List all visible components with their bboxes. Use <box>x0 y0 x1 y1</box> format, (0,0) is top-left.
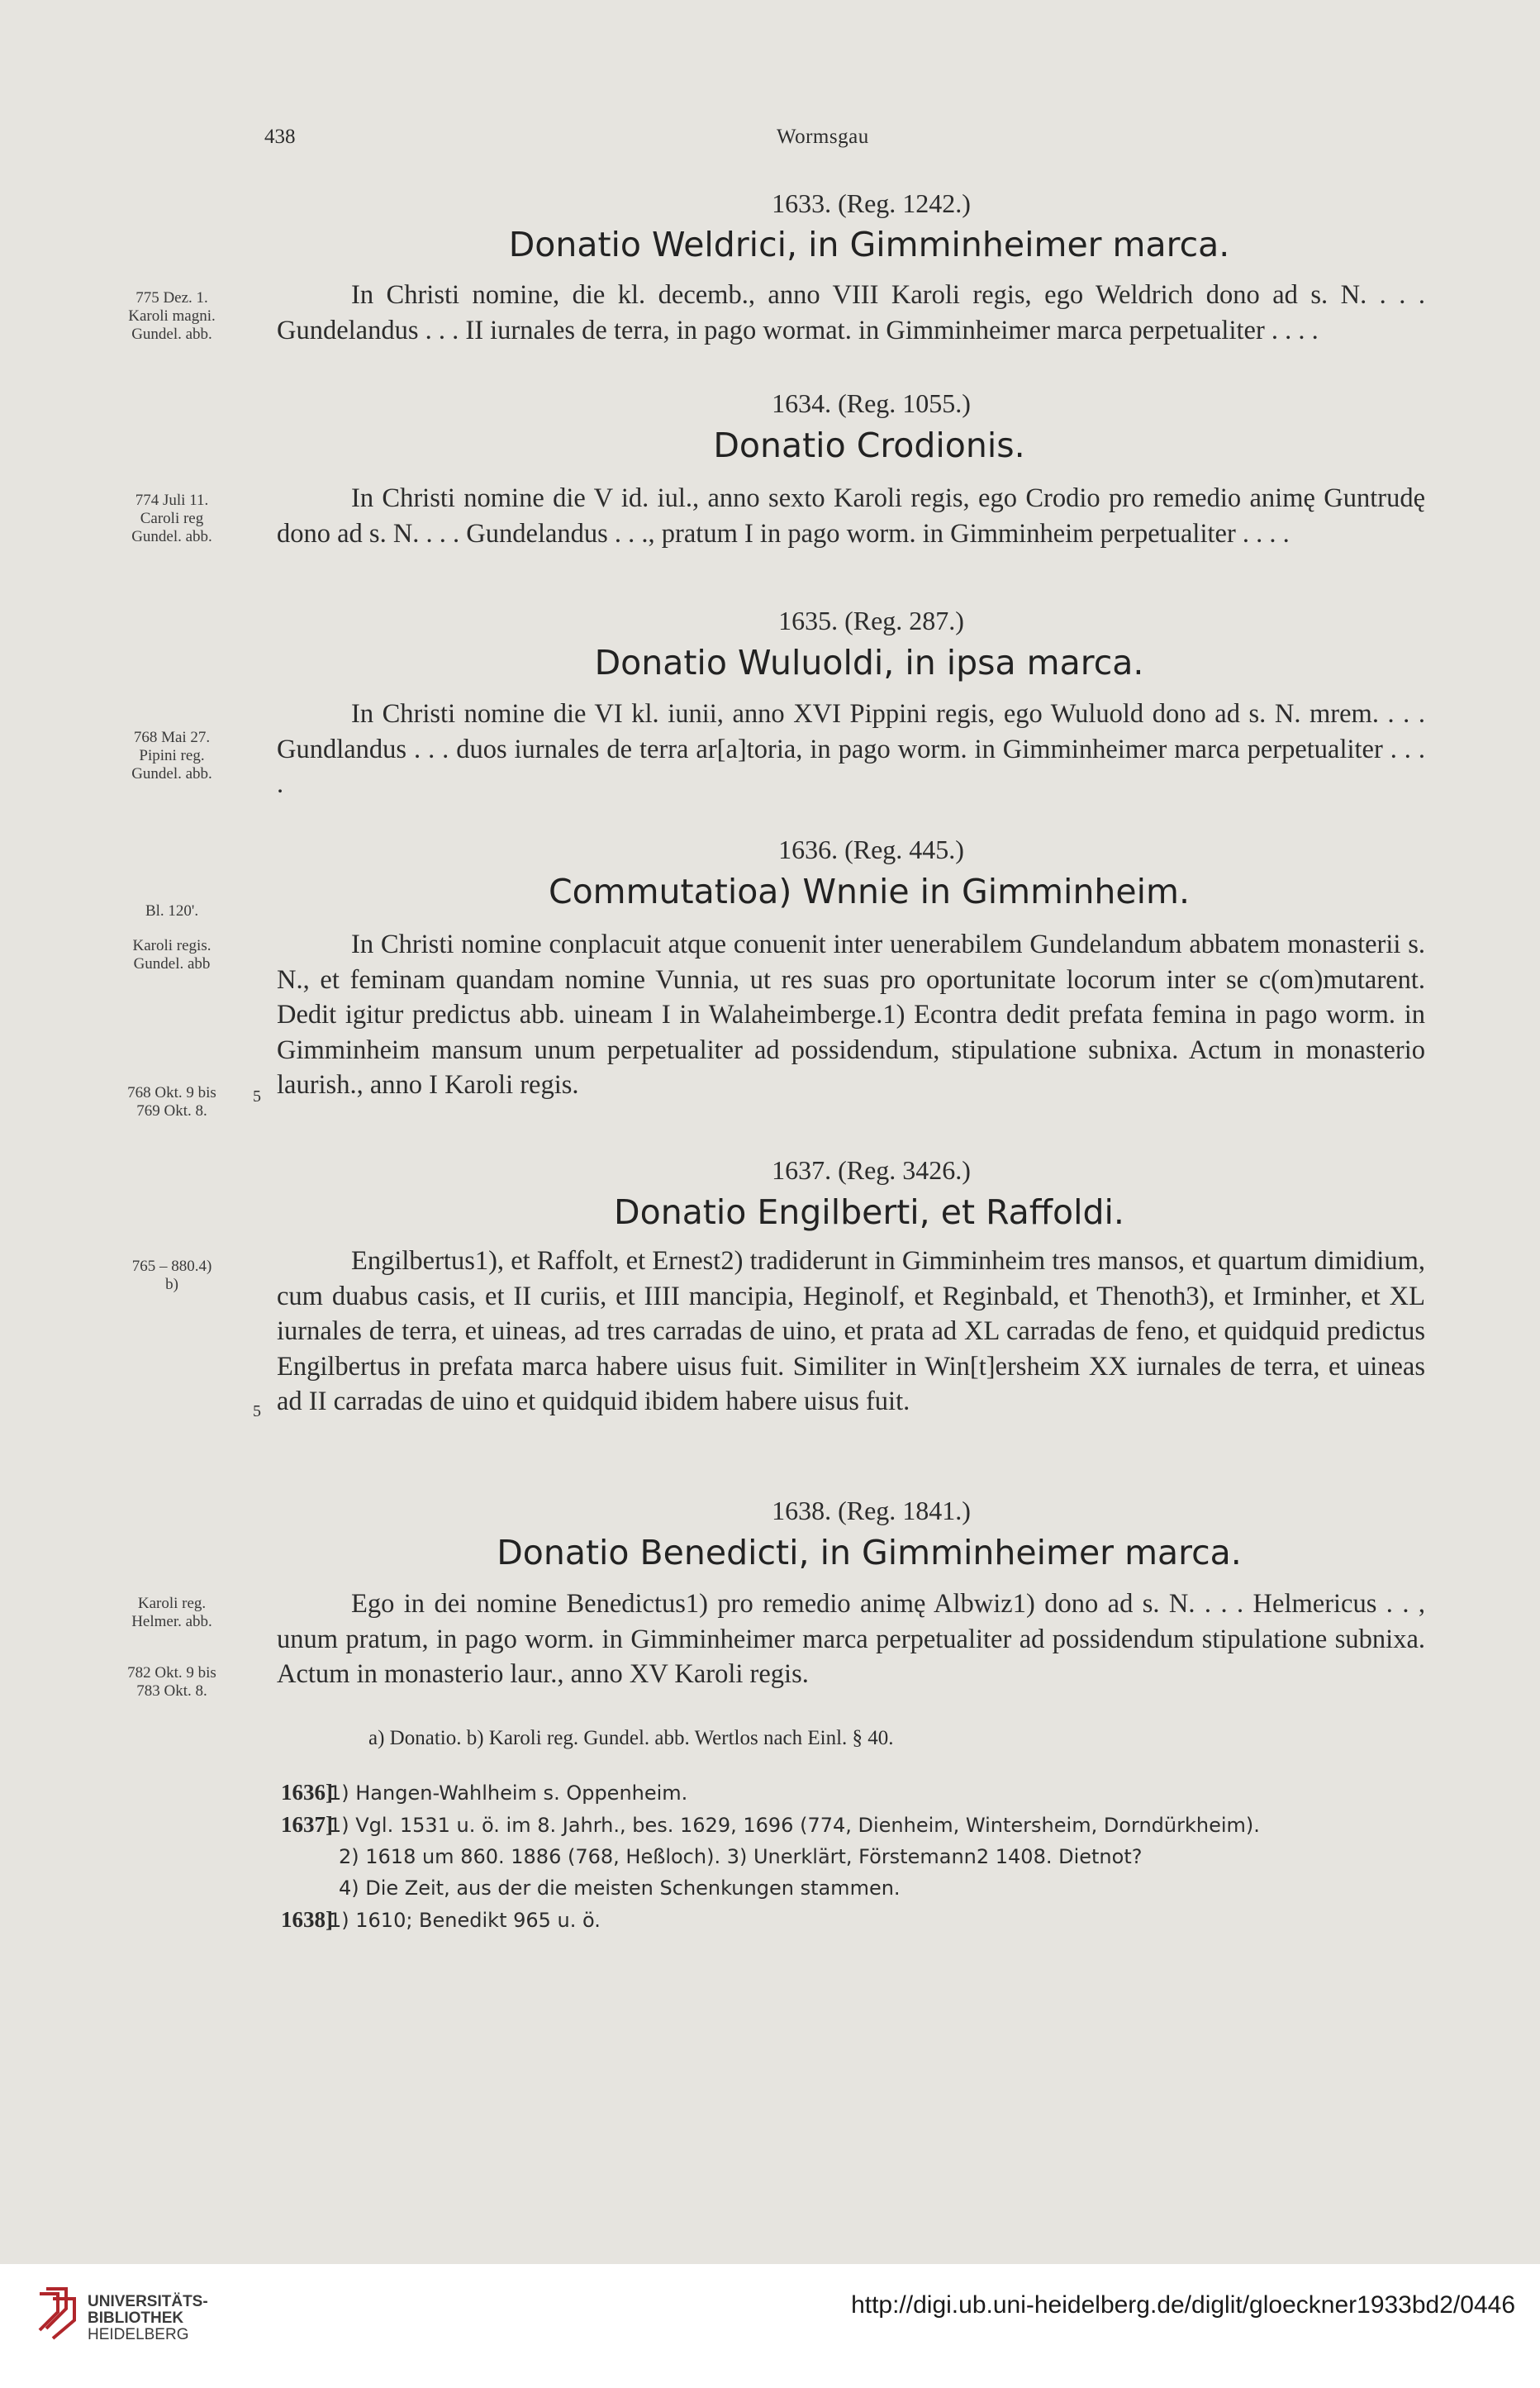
charter-number: 1634. (Reg. 1055.) <box>772 388 971 418</box>
margin-note: 768 Mai 27. Pipini reg. Gundel. abb. <box>131 729 212 783</box>
charter-title: Donatio Weldrici, in Gimminheimer marca. <box>508 225 1230 264</box>
charter-text: Ego in dei nomine Benedictus1) pro remedio animę Albwiz1) dono ad s. N. . . . Helmericus . . , unum pratum, in pago worm. in Gimminheimer marca perpetualiter ad possidendum stipulatione subnixa. Actum in monasterio laur., anno XV Karoli regis. <box>277 1589 1425 1689</box>
margin-note: 774 Juli 11. Caroli reg Gundel. abb. <box>131 492 212 545</box>
library-name: UNIVERSITÄTS- BIBLIOTHEK HEIDELBERG <box>88 2293 208 2343</box>
margin-date: 768 Okt. 9 bis 769 Okt. 8. <box>127 1084 216 1120</box>
charter-title: Donatio Benedicti, in Gimminheimer marca. <box>497 1533 1242 1572</box>
page-number: 438 <box>264 126 296 148</box>
running-head: Wormsgau <box>777 126 869 148</box>
note-row: 1638]1) 1610; Benedikt 965 u. ö. <box>281 1907 601 1932</box>
margin-note: 775 Dez. 1. Karoli magni. Gundel. abb. <box>128 289 216 343</box>
margin-date: 782 Okt. 9 bis 783 Okt. 8. <box>127 1664 216 1700</box>
note-row: 2) 1618 um 860. 1886 (768, Heßloch). 3) Unerklärt, Förstemann2 1408. Dietnot? <box>339 1845 1143 1868</box>
viewer-footer <box>0 2264 1540 2388</box>
critical-footnotes: a) Donatio. b) Karoli reg. Gundel. abb. Wertlos nach Einl. § 40. <box>368 1727 894 1749</box>
charter-text: In Christi nomine, die kl. decemb., anno VIII Karoli regis, ego Weldrich dono ad s. N. . . . Gundelandus . . . II iurnales de terra, in pago wormat. in Gimminheimer marca perpetualiter . . . . <box>277 280 1425 345</box>
charter-number: 1637. (Reg. 3426.) <box>772 1155 971 1185</box>
charter-title: Donatio Wuluoldi, in ipsa marca. <box>594 643 1144 683</box>
charter-text: Engilbertus1), et Raffolt, et Ernest2) tradiderunt in Gimminheim tres mansos, et quartum dimidium, cum duabus casis, et II curiis, et IIII mancipia, Heginolf, et Reginbald, et Thenoth3), et Irminher, et XL iurnales de terra, et uineas, ad tres carradas de uino, et prata ad XL carradas de feno, et quidquid predictus Engilbertus in prefata marca habere uisus fuit. Similiter in Win[t]ersheim XX iurnales de terra, et uineas ad II carradas de uino et quidquid ibidem habere uisus fuit. <box>277 1246 1425 1416</box>
charter-number: 1633. (Reg. 1242.) <box>772 188 971 218</box>
charter-number: 1636. (Reg. 445.) <box>778 835 964 864</box>
charter-text: In Christi nomine die VI kl. iunii, anno XVI Pippini regis, ego Wuluold dono ad s. N. mrem. . . . Gundlandus . . . duos iurnales de terra ar[a]toria, in pago worm. in Gimminheimer marca perpetualiter . . . . <box>277 699 1425 799</box>
margin-note: Bl. 120'. Karoli regis. Gundel. abb <box>132 902 212 973</box>
charter-number: 1638. (Reg. 1841.) <box>772 1496 971 1525</box>
note-row: 4) Die Zeit, aus der die meisten Schenkungen stammen. <box>339 1877 901 1900</box>
charter-title: Donatio Engilberti, et Raffoldi. <box>614 1192 1124 1232</box>
permalink-url[interactable]: http://digi.ub.uni-heidelberg.de/diglit/gloeckner1933bd2/0446 <box>851 2291 1515 2319</box>
ub-heidelberg-logo-icon <box>33 2287 81 2340</box>
charter-title: Commutatioa) Wnnie in Gimminheim. <box>548 872 1191 911</box>
charter-number: 1635. (Reg. 287.) <box>778 606 964 635</box>
charter-text: In Christi nomine conplacuit atque conuenit inter uenerabilem Gundelandum abbatem monasterii s. N., et feminam quandam nomine Vunnia, ut res suas pro oportunitate locorum inter se c(om)mutarent. Dedit igitur predictus abb. uineam I in Walaheimberge.1) Econtra dedit prefata femina in pago worm. in Gimminheim mansum unum perpetualiter ad possidendum, stipulatione subnixa. Actum in monasterio laurish., anno I Karoli regis. <box>277 930 1425 1100</box>
margin-note: Karoli reg. Helmer. abb. <box>131 1595 212 1630</box>
charter-text: In Christi nomine die V id. iul., anno sexto Karoli regis, ego Crodio pro remedio animę Guntrudę dono ad s. N. . . . Gundelandus . . ., pratum I in pago worm. in Gimminheim perpetualiter . . . . <box>277 483 1425 549</box>
line-number: 5 <box>253 1087 261 1106</box>
charter-title: Donatio Crodionis. <box>713 426 1025 465</box>
note-row: 1636]1) Hangen-Wahlheim s. Oppenheim. <box>281 1780 688 1805</box>
note-row: 1637]1) Vgl. 1531 u. ö. im 8. Jahrh., bes. 1629, 1696 (774, Dienheim, Wintersheim, Dorndürkheim). <box>281 1812 1260 1837</box>
line-number: 5 <box>253 1402 261 1420</box>
margin-note: 765 – 880.4) b) <box>131 1258 212 1293</box>
page-header <box>264 126 1421 159</box>
historical-notes <box>281 1777 1438 1936</box>
